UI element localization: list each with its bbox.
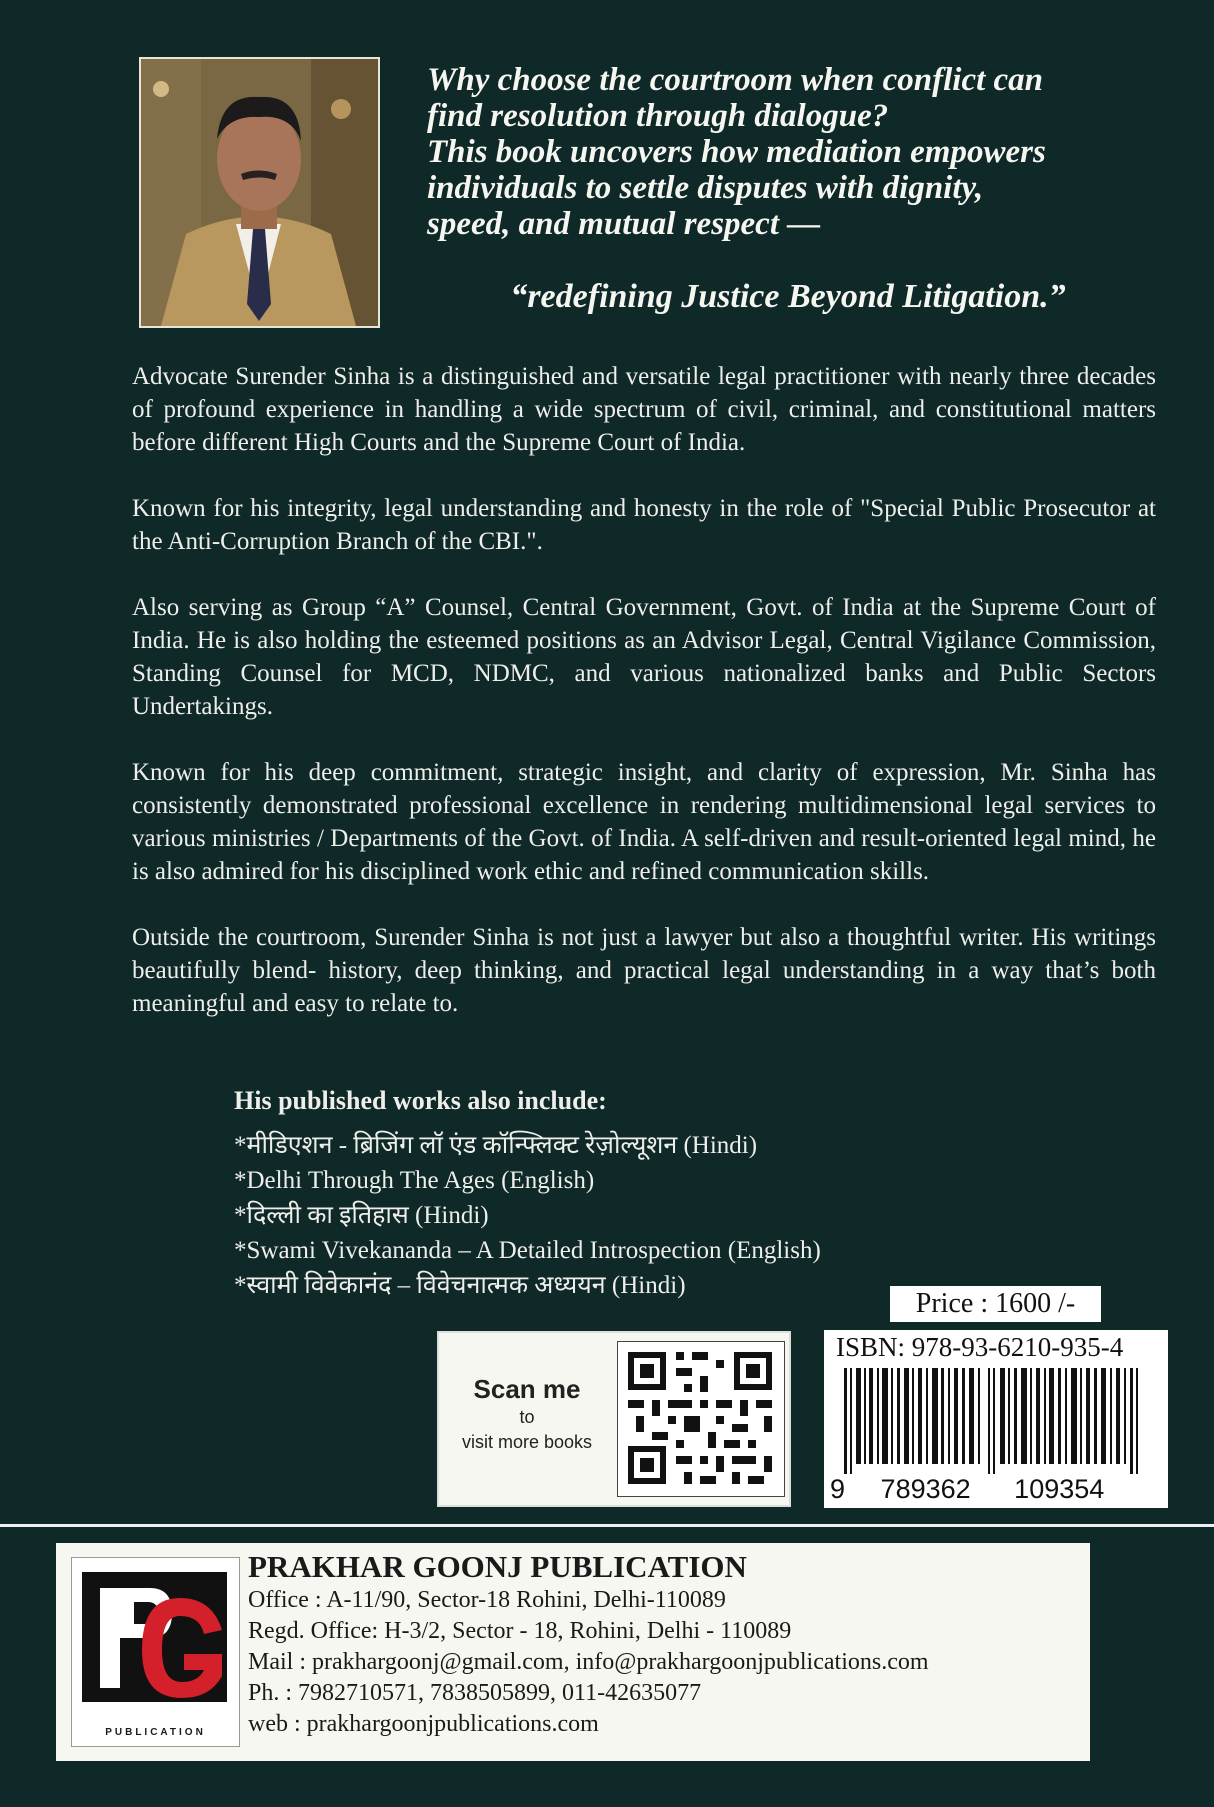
bio-paragraph: Known for his deep commitment, strategic insight, and clarity of expression, Mr. Sinha has consistently demonstrated professional excellence in rendering multidimensional legal services to various ministries / Departments of the Govt. of India. A self-driven and result-oriented legal mind, he is also admired for his disciplined work ethic and refined communication skills.	[132, 759, 1156, 885]
isbn-barcode	[824, 1330, 1168, 1508]
qr-caption-line: visit more books	[461, 1432, 593, 1452]
publisher-logo	[71, 1557, 240, 1747]
publisher-office: Office : A-11/90, Sector-18 Rohini, Delhi-110089	[248, 1587, 726, 1613]
bio-paragraph: Known for his integrity, legal understanding and honesty in the role of "Special Public Prosecutor at the Anti-Corruption Branch of the CBI.".	[132, 495, 1156, 555]
barcode-digit-group: 9	[830, 1474, 846, 1504]
author-photo	[139, 57, 380, 328]
barcode-digit-group: 789362	[880, 1474, 971, 1504]
qr-code-panel[interactable]	[437, 1331, 791, 1507]
published-works	[234, 1083, 1034, 1303]
tagline-line: individuals to settle disputes with dignity,	[427, 170, 984, 206]
publisher-website[interactable]: web : prakhargoonjpublications.com	[248, 1711, 599, 1737]
barcode-digit-group: 109354	[1014, 1474, 1105, 1504]
tagline-line: find resolution through dialogue?	[427, 98, 889, 134]
publisher-info	[248, 1549, 929, 1740]
published-works-heading: His published works also include:	[234, 1086, 607, 1115]
price-label: Price : 1600 /-	[890, 1286, 1101, 1322]
publisher-panel	[56, 1543, 1090, 1761]
qr-code-graphic	[618, 1342, 782, 1494]
publisher-phone: Ph. : 7982710571, 7838505899, 011-42635077	[248, 1680, 702, 1706]
isbn-label: ISBN: 978-93-6210-935-4	[836, 1332, 1124, 1362]
qr-caption-title: Scan me	[473, 1374, 581, 1404]
publisher-regd-office: Regd. Office: H-3/2, Sector - 18, Rohini, Delhi - 110089	[248, 1618, 792, 1644]
qr-code-icon[interactable]	[617, 1341, 785, 1497]
footer-divider	[0, 1524, 1214, 1527]
qr-caption-line: to	[519, 1407, 535, 1427]
barcode-icon	[842, 1368, 1162, 1474]
bio-paragraph: Advocate Surender Sinha is a distinguished and versatile legal practitioner with nearly three decades of profound experience in handling a wide spectrum of civil, criminal, and constitutional matters before different High Courts and the Supreme Court of India.	[132, 363, 1156, 456]
author-bio	[132, 360, 1156, 1053]
tagline-line: Why choose the courtroom when conflict can	[427, 62, 1044, 98]
published-work-item: *स्वामी विवेकानंद – विवेचनात्मक अध्ययन (Hindi)	[234, 1272, 686, 1299]
tagline-line: speed, and mutual respect —	[427, 206, 821, 242]
author-portrait-image	[141, 59, 378, 326]
book-quote: “redefining Justice Beyond Litigation.”	[510, 278, 1066, 315]
published-work-item: *मीडिएशन - ब्रिजिंग लॉ एंड कॉन्फ्लिक्ट रेज़ोल्यूशन (Hindi)	[234, 1132, 758, 1159]
tagline	[427, 62, 1149, 242]
bio-paragraph: Outside the courtroom, Surender Sinha is not just a lawyer but also a thoughtful writer. His writings beautifully blend- history, deep thinking, and practical legal understanding in a way that’s both meaningful and easy to relate to.	[132, 924, 1156, 1017]
published-work-item: *Swami Vivekananda – A Detailed Introspection (English)	[234, 1237, 821, 1264]
qr-caption	[439, 1373, 615, 1455]
logo-caption: PUBLICATION	[105, 1727, 206, 1738]
bio-paragraph: Also serving as Group “A” Counsel, Central Government, Govt. of India at the Supreme Court of India. He is also holding the esteemed positions as an Advisor Legal, Central Vigilance Commission, Standing Counsel for MCD, NDMC, and various nationalized banks and Public Sectors Undertakings.	[132, 594, 1156, 720]
tagline-line: This book uncovers how mediation empowers	[427, 134, 1046, 170]
pg-logo-icon	[72, 1558, 237, 1718]
published-work-item: *दिल्ली का इतिहास (Hindi)	[234, 1202, 489, 1229]
published-work-item: *Delhi Through The Ages (English)	[234, 1167, 595, 1194]
publisher-email[interactable]: Mail : prakhargoonj@gmail.com, info@prakhargoonjpublications.com	[248, 1649, 929, 1675]
publisher-name: PRAKHAR GOONJ PUBLICATION	[248, 1549, 747, 1584]
barcode-digits	[830, 1474, 1104, 1505]
